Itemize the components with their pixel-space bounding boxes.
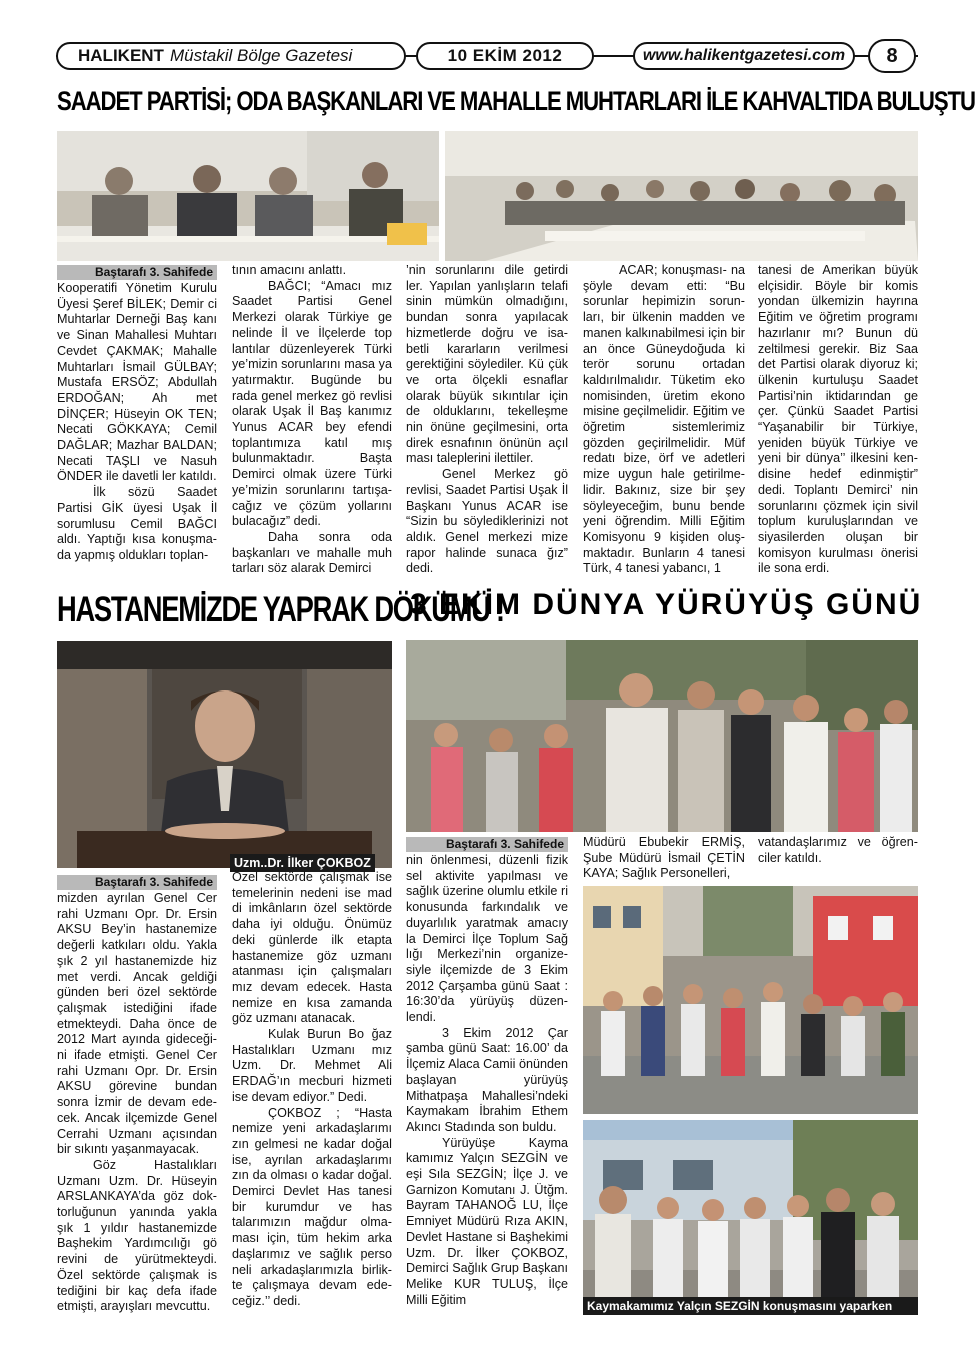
walk-group-photo [406, 640, 918, 832]
walk-street-photo [583, 886, 918, 1114]
paragraph: nin önlenmesi, düzenli fizik sel aktivite yapılması ve sağlık üzerine olumlu etkile ri konusunda farkındalık ve duyarlılık yaratmak amacıy la Demirci İlçe Toplum Sağ lığı Merkezi’nin organize- siyle ilçemizde de 3 Ekim 2012 Çarşamba günü Saat : 16:30’da yürüyüş düzen- lendi. [406, 853, 568, 1025]
paragraph: 3 Ekim 2012 Çar şamba günü Saat: 16.00’ da İlçemiz Alaca Camii önünden başlayan yürüyüş Mithatpaşa Mahallesi’ndeki Kaymakam İbrahim Ethem Akıncı Stadında son buldu. [406, 1025, 568, 1134]
walk-speech-photo [583, 1120, 918, 1313]
paragraph: Göz Hastalıkları Uzmanı Uzm. Dr. Hüseyin ARSLANKAYA’da göz dok- torluğunun yanında yakla şık 1 yıldır hastanemizde Başhekim Yardımcılığı gö revini de yürütmekteydi. Özel sektörde çalışmak is tediğini bir kaç defa ifade etmişti, arayışları mevcuttu. [57, 1157, 217, 1314]
saadet-headline: SAADET PARTİSİ; ODA BAŞKANLARI VE MAHALLE MUHTARLARI İLE KAHVALTIDA BULUŞTU [57, 86, 975, 116]
doctor-photo-caption: Uzm..Dr. İlker ÇOKBOZ [230, 854, 375, 872]
yuruyus-column-2 [583, 835, 745, 882]
yuruyus-headline: 3 EKİM DÜNYA YÜRÜYÜŞ GÜNÜ [410, 588, 923, 621]
paragraph: Müdürü Ebubekir ERMİŞ, Şube Müdürü İsmail ÇETİN KAYA; Sağlık Personelleri, [583, 835, 745, 881]
saadet-column-5 [758, 263, 918, 577]
paragraph: Yürüyüşe Kayma kamımız Yalçın SEZGİN ve eşi Sıla SEZGİN; İlçe J. ve Garnizon Komutanı J. Ütğm. Bayram TAHANOĞ LU, İlçe Emniyet Müdürü Rıza AKIN, Devlet Hastane si Başhekimi Uzm. Dr. İlker ÇOKBOZ, Demirci Sağlık Grup Başkanı Melike KUR TULUŞ, İlçe Milli Eğitim [406, 1135, 568, 1307]
paragraph: Özel sektörde çalışmak ise temelerinin nedeni ise mad di imkânların özel sektörde daha iyi olduğu. Önümüz deki günlerde ilk etapta hastanemize göz uzmanı atanması için çalışmaları mız devam edecek. Hasta nemize en kısa zamanda göz uzmanı atanacak. [232, 870, 392, 1026]
issue-date: 10 EKİM 2012 [416, 42, 594, 70]
continued-tag: Baştarafı 3. Sahifede [57, 875, 217, 890]
paragraph: İlk sözü Saadet Partisi GİK üyesi Uşak İl sorumlusu Cemil BAĞCI aldı. Yaptığı kısa konuşma- da yapmış oldukları toplan- [57, 485, 217, 562]
doctor-portrait-photo [57, 641, 392, 868]
saadet-column-4 [583, 263, 745, 577]
yuruyus-column-1 [406, 837, 568, 1308]
paragraph: mizden ayrılan Genel Cer rahi Uzmanı Opr. Dr. Ersin AKSU Bey’in hastanemize değerli katkıları oldu. Yakla şık 2 yıl hastanemizde hiz met verdi. Ancak geldiği günden beri özel sektörde çalışmak istediğini ifade etmekteydi. Daha önce de 2012 Mart ayında gideceği- ni ifade etmişti. Genel Cer rahi Uzmanı Opr. Dr. Ersin AKSU görevine bundan sonra İzmir de devam ede- cek. Ancak ilçemizde Genel Cerrahi Uzmanı açısından bir sıkıntı yaşanmayacak. [57, 891, 217, 1157]
hastane-headline: HASTANEMİZDE YAPRAK DÖKÜMÜ ! [57, 590, 504, 629]
paper-subtitle: Müstakil Bölge Gazetesi [169, 46, 353, 65]
page-header [56, 38, 918, 74]
saadet-column-3 [406, 263, 568, 577]
website-link[interactable]: www.halikentgazetesi.com [633, 42, 855, 70]
page-number: 8 [868, 39, 916, 73]
saadet-column-1 [57, 265, 217, 564]
paragraph: Genel Merkez gö revlisi, Saadet Partisi Uşak İl Başkanı Yunus ACAR ise “Sizin bu söylediklerinizi not aldık. Genel merkezi mize rapor halinde sunaca ğız” dedi. [406, 467, 568, 576]
continued-tag: Baştarafı 3. Sahifede [406, 837, 568, 852]
continued-tag: Baştarafı 3. Sahifede [57, 265, 217, 280]
paragraph: Daha sonra oda başkanları ve mahalle muh tarları söz alarak Demirci [232, 529, 392, 576]
paragraph: Kooperatifi Yönetim Kurulu Üyesi Şeref BİLEK; Demir ci Muhtarlar Derneği Baş kanı ve Sinan Mahallesi Muhtarı Cevdet ÇAKMAK; Mahalle Muhtarları İsmail GÜLBAY; Mustafa ERSÖZ; Abdullah ERDOĞAN; Ah met DİNÇER; Hüseyin OK TEN; Necati GÖKKAYA; Cemil DAĞLAR; Mazhar BALDAN; Necati TAŞLI ve Nasuh ÖNDER ile davetli ler katıldı. [57, 281, 217, 484]
paragraph: BAĞCI; “Amacı mız Saadet Partisi Genel Merkezi olarak Türkiye ge nelinde İl ve İlçelerde top lantılar düzenleyerek Türki ye’mizin sorunlarını masa ya yatırmaktır. Bugünde bu rada genel merkez gö revlisi olarak Uşak İl Baş kanımız Yunus ACAR bey efendi toplantımıza katıl mış bulunmaktadır. Başta Demirci olmak üzere Türki ye’mizin sorunlarını tartışa- cağız ve çözüm yollarını bulacağız” dedi. [232, 278, 392, 529]
paragraph: tanesi de Amerikan büyük elçisidir. Böyle bir komis yondan ülkemizin hayrına Eğitim ve öğretim programı hazırlanır mı? Bunun dü zeltilmesi gerekir. Biz Saa det Partisi olarak diyoruz ki; ülkenin kurtuluşu Saadet Partisi’nin iktidarından ge çer. Çünkü Saadet Partisi “Yaşanabilir bir Türkiye, yeniden büyük Türkiye ve yeni bir dünya’’ ilkesini ken- disine hedef edinmiştir” dedi. Toplantı Demirci’ nin sorunlarını çözmek için sivil toplum kuruluşlarından ve siyasilerden oluşan bir komisyon kurulması önerisi ile sona erdi. [758, 263, 918, 576]
saadet-column-2 [232, 263, 392, 577]
saadet-photo-right [445, 131, 918, 261]
paragraph: Kulak Burun Bo ğaz Hastalıkları Uzmanı mız Uzm. Dr. Mehmet Ali ERDAĞ’ın mecburi hizmeti ise devam ediyor.” Dedi. [232, 1027, 392, 1104]
paper-name-box [56, 42, 406, 70]
speech-photo-caption: Kaymakamımız Yalçın SEZGİN konuşmasını yaparken [583, 1297, 918, 1315]
paragraph: vatandaşlarımız ve öğren- ciler katıldı. [758, 835, 918, 865]
hastane-column-2 [232, 870, 392, 1310]
saadet-photo-left [57, 131, 439, 261]
paper-name: HALIKENT [78, 46, 164, 65]
yuruyus-column-3 [758, 835, 918, 866]
paragraph: ÇOKBOZ ; “Hasta nemize yeni arkadaşlarımı zın gelmesi ne kadar doğal ise, ayrılan arkadaşlarımı zın da olması o kadar doğal. Demirci Devlet Has tanesi bir kurumdur ve has talarımızın mağdur olma- ması için, tüm hekim arka daşlarımız ve sağlık perso neli arkadaşlarımızla birlik- te çalışmaya devam ede- ceğiz.’’ dedi. [232, 1105, 392, 1308]
paragraph: ACAR; konuşması- na şöyle devam etti: “Bu sorunlar hepimizin sorun- ları, bir ülkenin madden ve manen kalkınabilmesi için bir an önce Güneydoğuda ki terör sorunu ortadan kaldırılmalıdır. Tüketim eko nomisinden, üretim ekono misine geçilmelidir. Eğitim ve öğretim sistemlerimiz gözden geçirilmelidir. Müf redatı bize, örf ve adetleri mize uygun hale getirilme- lidir. Bakınız, size bir şey söyleyeceğim, bunu bende yeni öğrendim. Milli Eğitim Komisyonu 9 kişiden oluş- maktadır. Bunların 4 tanesi Türk, 4 tanesi yabancı, 1 [583, 263, 745, 576]
hastane-column-1 [57, 875, 217, 1315]
paragraph: tının amacını anlattı. [232, 263, 347, 277]
paragraph: ’nin sorunlarını dile getirdi ler. Yapılan yanlışların telafi sinin mümkün olmadığını, bundan sonra yapılacak hizmetlerde doğru ve isa- betli kararların verilmesi gerektiğini söylediler. Kü çük ve orta ölçekli esnaflar olarak büyük sıkıntılar için de olduklarını, tekelleşme nin önüne geçilmesini, orta direk esnafının önünün açıl ması taleplerini ilettiler. [406, 263, 568, 466]
